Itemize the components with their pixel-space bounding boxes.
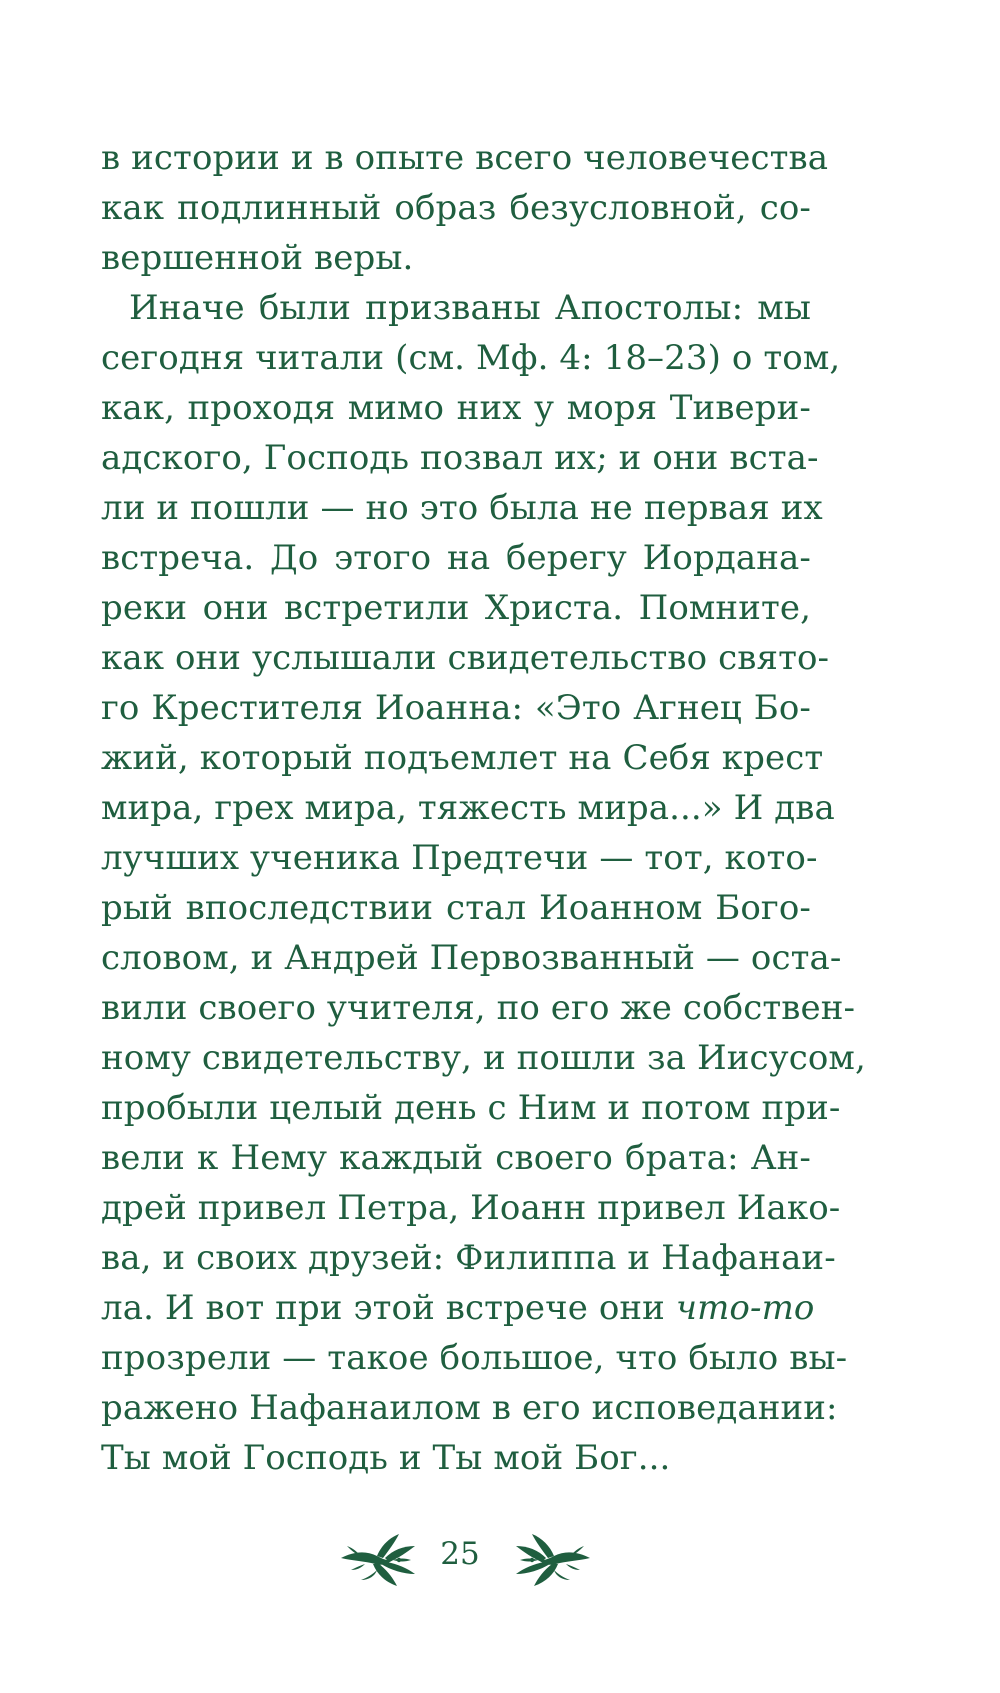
text-line: дрей привел Петра, Иоанн привел Иако-: [101, 1188, 841, 1228]
text-line: рый впоследствии стал Иоанном Бого-: [101, 888, 811, 928]
italic-word: что-то: [675, 1288, 815, 1328]
text-line: реки они встретили Христа. Помните,: [101, 588, 811, 628]
text-line: вершенной веры.: [101, 238, 414, 278]
page-footer: [0, 1518, 1000, 1608]
text-line: ражено Нафанаилом в его исповедании:: [101, 1388, 838, 1428]
text-line: го Крестителя Иоанна: «Это Агнец Бо-: [101, 688, 811, 728]
text-line: ному свидетельству, и пошли за Иисусом,: [101, 1038, 866, 1078]
text-line: пробыли целый день с Ним и потом при-: [101, 1088, 841, 1128]
body-text: [101, 133, 866, 1483]
text-line: встреча. До этого на берегу Иордана-: [101, 538, 811, 578]
text-line: сегодня читали (см. Мф. 4: 18–23) о том,: [101, 338, 841, 378]
text-line: ва, и своих друзей: Филиппа и Нафанаи-: [101, 1238, 836, 1278]
text-line: как они услышали свидетельство свято-: [101, 638, 830, 678]
swallow-ornament-icon: [337, 1528, 419, 1598]
page-number: 25: [440, 1536, 480, 1572]
text-line: мира, грех мира, тяжесть мира...» И два: [101, 788, 835, 828]
text-line: адского, Господь позвал их; и они вста-: [101, 438, 819, 478]
text-line: в истории и в опыте всего человечества: [101, 138, 829, 178]
text-line: как, проходя мимо них у моря Тивери-: [101, 388, 811, 428]
text-line-with-italic: [101, 1283, 815, 1333]
text-line: прозрели — такое большое, что было вы-: [101, 1338, 848, 1378]
swallow-ornament-icon: [512, 1528, 594, 1598]
text-line: лучших ученика Предтечи — тот, кото-: [101, 838, 818, 878]
text-line: как подлинный образ безусловной, со-: [101, 188, 811, 228]
text-line: Ты мой Господь и Ты мой Бог...: [101, 1438, 671, 1478]
text-line: жий, который подъемлет на Себя крест: [101, 738, 824, 778]
text-line-start: ла. И вот при этой встрече они: [101, 1288, 676, 1328]
text-line: Иначе были призваны Апостолы: мы: [129, 288, 811, 328]
text-line: вили своего учителя, по его же собствен-: [101, 988, 856, 1028]
text-line: ли и пошли — но это была не первая их: [101, 488, 823, 528]
text-line: словом, и Андрей Первозванный — оста-: [101, 938, 842, 978]
text-line: вели к Нему каждый своего брата: Ан-: [101, 1138, 811, 1178]
